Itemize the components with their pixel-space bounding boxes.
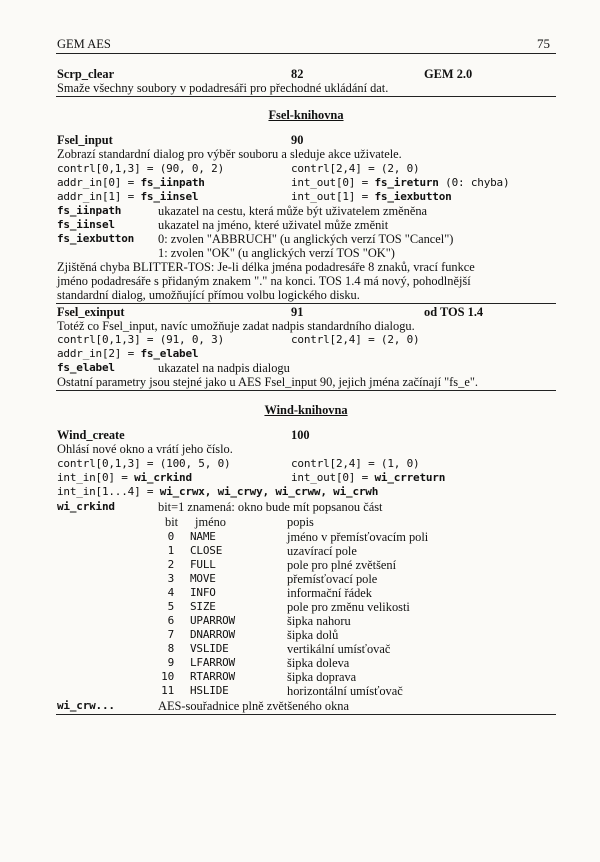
- bit-desc: šipka nahoru: [287, 614, 351, 628]
- section-rule: [56, 390, 556, 391]
- function-description: Zobrazí standardní dialog pro výběr souboru a sleduje akce uživatele.: [57, 147, 402, 161]
- param-line: addr_in[2] = fs_elabel: [57, 347, 199, 360]
- header-rule: [56, 53, 556, 54]
- bit-name: VSLIDE: [190, 642, 229, 655]
- bit-desc: jméno v přemísťovacím poli: [287, 530, 429, 544]
- bit-number: 10: [161, 670, 174, 683]
- function-version: od TOS 1.4: [424, 305, 484, 319]
- function-description: Ohlásí nové okno a vrátí jeho číslo.: [57, 442, 233, 456]
- note-line: Ostatní parametry jsou stejné jako u AES Fsel_input 90, jejich jména začínají "fs_e".: [57, 375, 478, 389]
- note-line: standardní dialog, umožňující přímou volbu logického disku.: [57, 288, 360, 302]
- bit-name: NAME: [190, 530, 216, 543]
- note-line: Zjištěná chyba BLITTER-TOS: Je-li délka jména podadresáře 8 znaků, vrací funkce: [57, 260, 475, 274]
- bit-desc: šipka doleva: [287, 656, 350, 670]
- running-header: GEM AES: [57, 37, 111, 51]
- param-line: contrl[2,4] = (1, 0): [291, 457, 420, 470]
- function-description: Smaže všechny soubory v podadresáři pro přechodné ukládání dat.: [57, 81, 389, 95]
- bit-name: UPARROW: [190, 614, 235, 627]
- function-code: 91: [291, 305, 304, 319]
- function-version: GEM 2.0: [424, 67, 473, 81]
- bit-name: CLOSE: [190, 544, 223, 557]
- param-text: ukazatel na cestu, která může být uživatelem změněna: [158, 204, 428, 218]
- param-line: contrl[0,1,3] = (91, 0, 3): [57, 333, 224, 346]
- param-text: 1: zvolen "OK" (u anglických verzí TOS "OK"): [158, 246, 395, 260]
- bit-desc: horizontální umísťovač: [287, 684, 403, 698]
- param-line: addr_in[0] = fs_iinpath: [57, 176, 205, 189]
- param-text: AES-souřadnice plně zvětšeného okna: [158, 699, 349, 713]
- bit-number: 2: [167, 558, 174, 571]
- function-name: Fsel_exinput: [57, 305, 125, 319]
- table-header-bit: bit: [165, 515, 179, 529]
- bit-number: 1: [167, 544, 174, 557]
- bit-name: INFO: [190, 586, 216, 599]
- param-line: contrl[2,4] = (2, 0): [291, 162, 420, 175]
- bit-number: 0: [167, 530, 174, 543]
- param-line: int_out[1] = fs_iexbutton: [291, 190, 452, 203]
- section-rule: [56, 96, 556, 97]
- param-name: fs_iinsel: [57, 218, 115, 231]
- bit-name: HSLIDE: [190, 684, 229, 697]
- bit-desc: informační řádek: [287, 586, 372, 600]
- bit-desc: uzavírací pole: [287, 544, 357, 558]
- param-line: int_in[0] = wi_crkind: [57, 471, 192, 484]
- bit-number: 8: [167, 642, 174, 655]
- bit-desc: pole pro plné zvětšení: [287, 558, 397, 572]
- section-rule: [56, 303, 556, 304]
- bit-name: RTARROW: [190, 670, 235, 683]
- section-title: Wind-knihovna: [264, 403, 348, 417]
- param-line: contrl[0,1,3] = (90, 0, 2): [57, 162, 224, 175]
- bit-number: 7: [167, 628, 174, 641]
- bit-number: 4: [167, 586, 174, 599]
- param-line: int_in[1...4] = wi_crwx, wi_crwy, wi_crww, wi_crwh: [57, 485, 379, 498]
- param-line: contrl[0,1,3] = (100, 5, 0): [57, 457, 231, 470]
- param-line: contrl[2,4] = (2, 0): [291, 333, 420, 346]
- bit-desc: šipka doprava: [287, 670, 357, 684]
- section-title: Fsel-knihovna: [268, 108, 344, 122]
- bit-number: 5: [167, 600, 174, 613]
- param-text: ukazatel na jméno, které uživatel může změnit: [158, 218, 389, 232]
- function-code: 90: [291, 133, 304, 147]
- table-header-name: jméno: [195, 515, 226, 529]
- bit-name: LFARROW: [190, 656, 235, 669]
- bit-name: SIZE: [190, 600, 216, 613]
- page-number: 75: [537, 36, 550, 51]
- bit-number: 11: [161, 684, 174, 697]
- param-line: int_out[0] = wi_crreturn: [291, 471, 446, 484]
- function-name: Wind_create: [57, 428, 125, 442]
- param-name: fs_iinpath: [57, 204, 122, 217]
- table-header-desc: popis: [287, 515, 314, 529]
- bit-number: 9: [167, 656, 174, 669]
- bit-number: 6: [167, 614, 174, 627]
- function-description: Totéž co Fsel_input, navíc umožňuje zadat nadpis standardního dialogu.: [57, 319, 415, 333]
- param-name: wi_crw...: [57, 699, 115, 712]
- note-line: jméno podadresáře s přidaným znakem "." na konci. TOS 1.4 má nový, pohodlnější: [57, 274, 471, 288]
- bit-desc: šipka dolů: [287, 628, 339, 642]
- bit-name: FULL: [190, 558, 216, 571]
- function-name: Fsel_input: [57, 133, 113, 147]
- bit-desc: pole pro změnu velikosti: [287, 600, 410, 614]
- function-code: 100: [291, 428, 310, 442]
- param-name: wi_crkind: [57, 500, 115, 513]
- bit-name: MOVE: [190, 572, 216, 585]
- param-text: ukazatel na nadpis dialogu: [158, 361, 290, 375]
- param-text: 0: zvolen "ABBRUCH" (u anglických verzí TOS "Cancel"): [158, 232, 454, 246]
- param-line: int_out[0] = fs_ireturn (0: chyba): [291, 176, 510, 189]
- bit-name: DNARROW: [190, 628, 235, 641]
- param-text: bit=1 znamená: okno bude mít popsanou část: [158, 500, 383, 514]
- bit-number: 3: [167, 572, 174, 585]
- param-name: fs_elabel: [57, 361, 115, 374]
- section-rule: [56, 714, 556, 715]
- bit-desc: vertikální umísťovač: [287, 642, 391, 656]
- function-code: 82: [291, 67, 304, 81]
- function-name: Scrp_clear: [57, 67, 115, 81]
- param-name: fs_iexbutton: [57, 232, 135, 245]
- param-line: addr_in[1] = fs_iinsel: [57, 190, 199, 203]
- bit-desc: přemísťovací pole: [287, 572, 378, 586]
